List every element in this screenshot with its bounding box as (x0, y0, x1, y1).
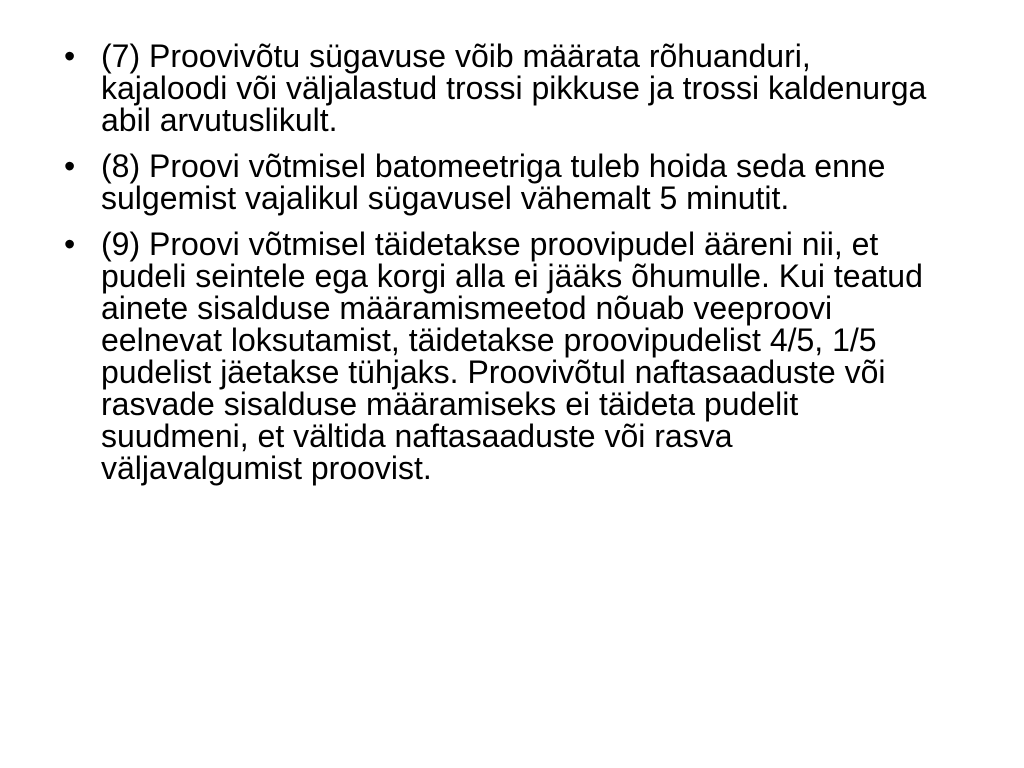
bullet-dot-icon: • (64, 38, 76, 74)
list-item-text: (9) Proovi võtmisel täidetakse proovipudel ääreni nii, et pudeli seintele ega korgi alla ei jääks õhumulle. Kui teatud ainete sisalduse määramismeetod nõuab veeproovi eelnevat loksutamist, täidetakse proovipudelist 4/5, 1/5 pudelist jäetakse tühjaks. Proovivõtul naftasaaduste või rasvade sisalduse määramiseks ei täideta pudelit suudmeni, et vältida naftasaaduste või rasva väljavalgumist proovist. (101, 226, 923, 486)
list-item (64, 40, 934, 136)
bullet-dot-icon: • (64, 148, 76, 184)
list-item-text: (7) Proovivõtu sügavuse võib määrata rõhuanduri, kajaloodi või väljalastud trossi pikkuse ja trossi kaldenurga abil arvutuslikult. (101, 38, 927, 138)
list-item-text: (8) Proovi võtmisel batomeetriga tuleb hoida seda enne sulgemist vajalikul sügavusel vähemalt 5 minutit. (101, 148, 886, 216)
list-item (64, 228, 934, 484)
bullet-dot-icon: • (64, 226, 76, 262)
list-item (64, 150, 934, 214)
bullet-list (64, 40, 934, 484)
